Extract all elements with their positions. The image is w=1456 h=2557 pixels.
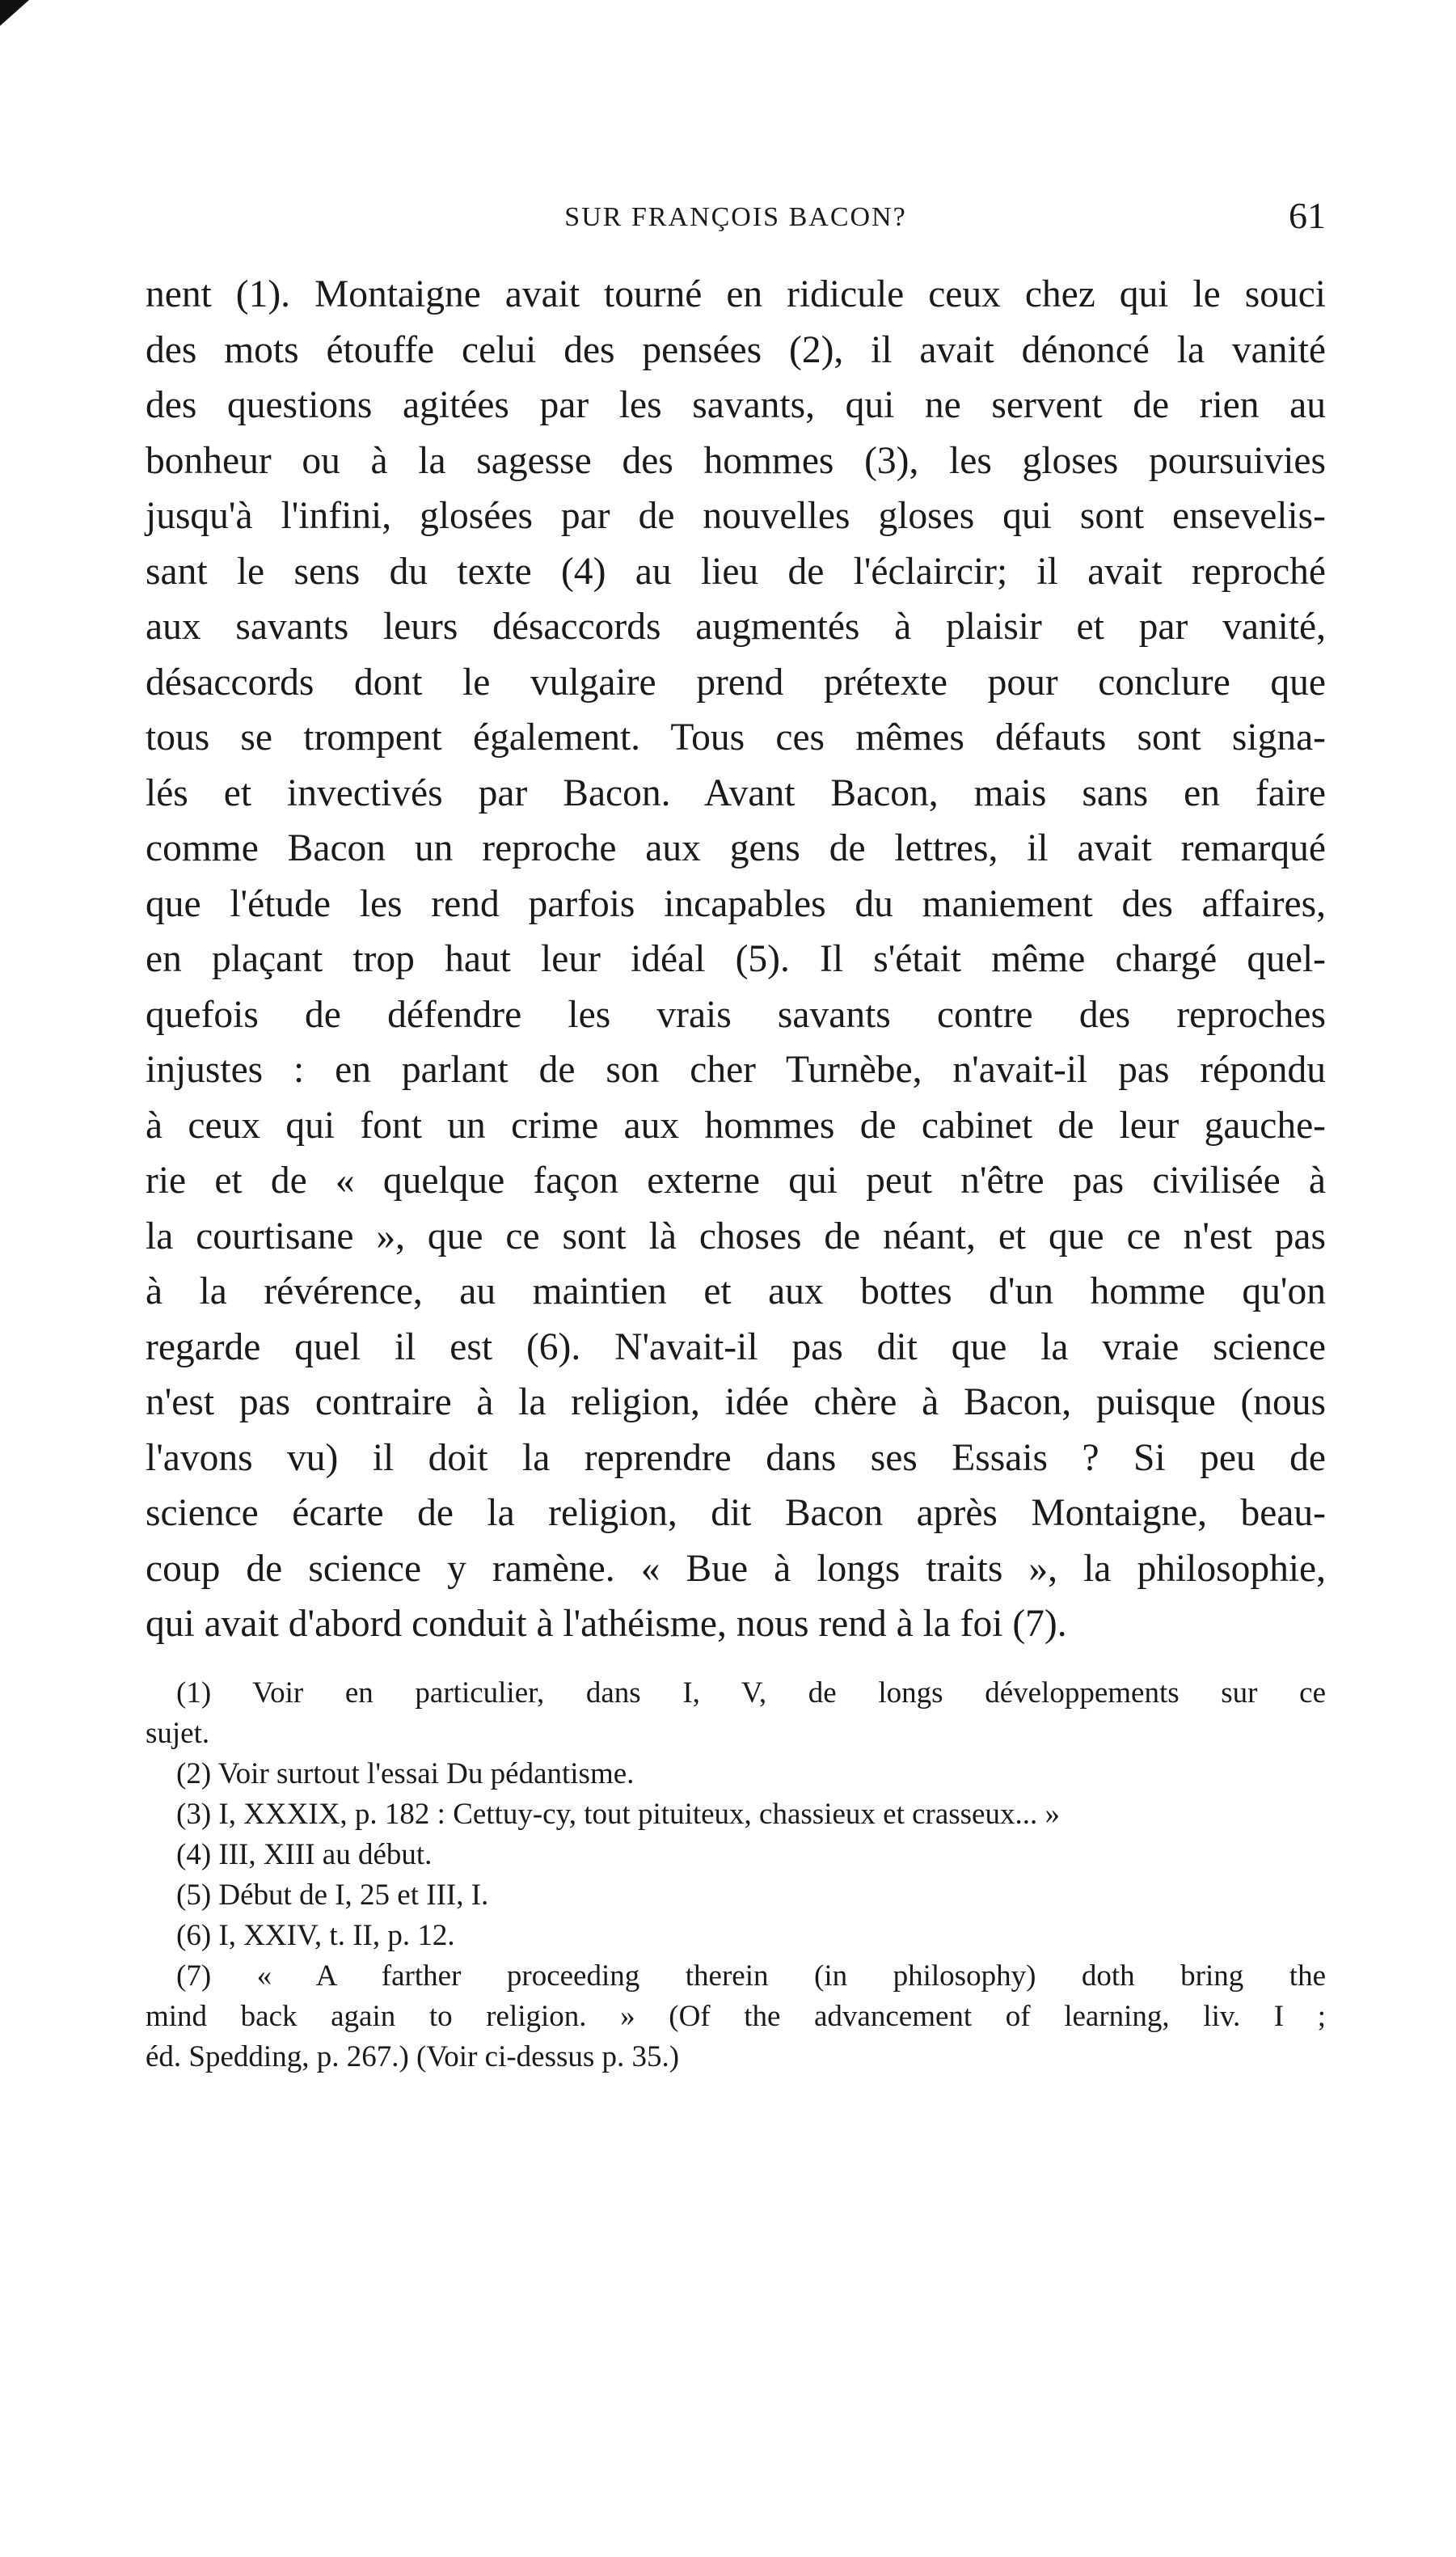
running-title: SUR FRANÇOIS BACON? <box>564 202 907 232</box>
footnote-line: (6) I, XXIV, t. II, p. 12. <box>176 1918 455 1952</box>
footnote-line: (4) III, XIII au début. <box>176 1837 433 1871</box>
body-line: bonheur ou à la sagesse des hommes (3), les gloses poursuivies <box>146 439 1326 482</box>
footnote-line: (2) Voir surtout l'essai Du pédantisme. <box>176 1756 635 1790</box>
body-line: à ceux qui font un crime aux hommes de cabinet de leur gauche- <box>146 1104 1326 1147</box>
body-line: tous se trompent également. Tous ces mêmes défauts sont signa- <box>146 716 1326 759</box>
page-number: 61 <box>1289 195 1326 236</box>
body-line: jusqu'à l'infini, glosées par de nouvelles gloses qui sont ensevelis- <box>146 495 1326 537</box>
footnotes <box>146 1673 1326 2077</box>
body-line: qui avait d'abord conduit à l'athéisme, nous rend à la foi (7). <box>146 1603 1067 1645</box>
body-line: l'avons vu) il doit la reprendre dans ses Essais ? Si peu de <box>146 1436 1326 1479</box>
body-line: en plaçant trop haut leur idéal (5). Il s'était même chargé quel- <box>146 938 1326 980</box>
scan-corner-mark <box>0 0 29 26</box>
body-line: injustes : en parlant de son cher Turnèbe, n'avait-il pas répondu <box>146 1049 1326 1091</box>
body-line: comme Bacon un reproche aux gens de lettres, il avait remarqué <box>146 827 1326 869</box>
body-line: que l'étude les rend parfois incapables du maniement des affaires, <box>146 882 1326 925</box>
footnote-line: mind back again to religion. » (Of the advancement of learning, liv. I ; <box>146 1999 1326 2033</box>
footnote-line: (1) Voir en particulier, dans I, V, de longs développements sur ce <box>176 1676 1326 1710</box>
body-line: à la révérence, au maintien et aux bottes d'un homme qu'on <box>146 1270 1326 1312</box>
body-line: quefois de défendre les vrais savants contre des reproches <box>146 993 1326 1036</box>
body-line: regarde quel il est (6). N'avait-il pas dit que la vraie science <box>146 1325 1326 1368</box>
body-line: coup de science y ramène. « Bue à longs traits », la philosophie, <box>146 1547 1326 1590</box>
footnote-line: (7) « A farther proceeding therein (in philosophy) doth bring the <box>176 1959 1326 1993</box>
body-line: lés et invectivés par Bacon. Avant Bacon, mais sans en faire <box>146 771 1326 814</box>
body-line: des mots étouffe celui des pensées (2), il avait dénoncé la vanité <box>146 328 1326 371</box>
footnote-line: éd. Spedding, p. 267.) (Voir ci-dessus p. 35.) <box>146 2039 680 2073</box>
body-line: nent (1). Montaigne avait tourné en ridicule ceux chez qui le souci <box>146 273 1326 315</box>
body-line: aux savants leurs désaccords augmentés à plaisir et par vanité, <box>146 606 1326 648</box>
body-line: sant le sens du texte (4) au lieu de l'éclaircir; il avait reproché <box>146 550 1326 593</box>
running-head <box>146 194 1326 267</box>
book-page <box>146 194 1326 2077</box>
body-line: rie et de « quelque façon externe qui peut n'être pas civilisée à <box>146 1160 1326 1202</box>
body-line: science écarte de la religion, dit Bacon après Montaigne, beau- <box>146 1492 1326 1534</box>
body-line: n'est pas contraire à la religion, idée chère à Bacon, puisque (nous <box>146 1381 1326 1423</box>
body-text <box>146 267 1326 1652</box>
body-line: désaccords dont le vulgaire prend prétexte pour conclure que <box>146 661 1326 704</box>
footnote-line: sujet. <box>146 1716 210 1750</box>
footnote-line: (5) Début de I, 25 et III, I. <box>176 1878 489 1912</box>
body-line: des questions agitées par les savants, qui ne servent de rien au <box>146 384 1326 426</box>
body-line: la courtisane », que ce sont là choses de néant, et que ce n'est pas <box>146 1215 1326 1257</box>
footnote-line: (3) I, XXXIX, p. 182 : Cettuy-cy, tout pituiteux, chassieux et crasseux... » <box>176 1797 1060 1831</box>
